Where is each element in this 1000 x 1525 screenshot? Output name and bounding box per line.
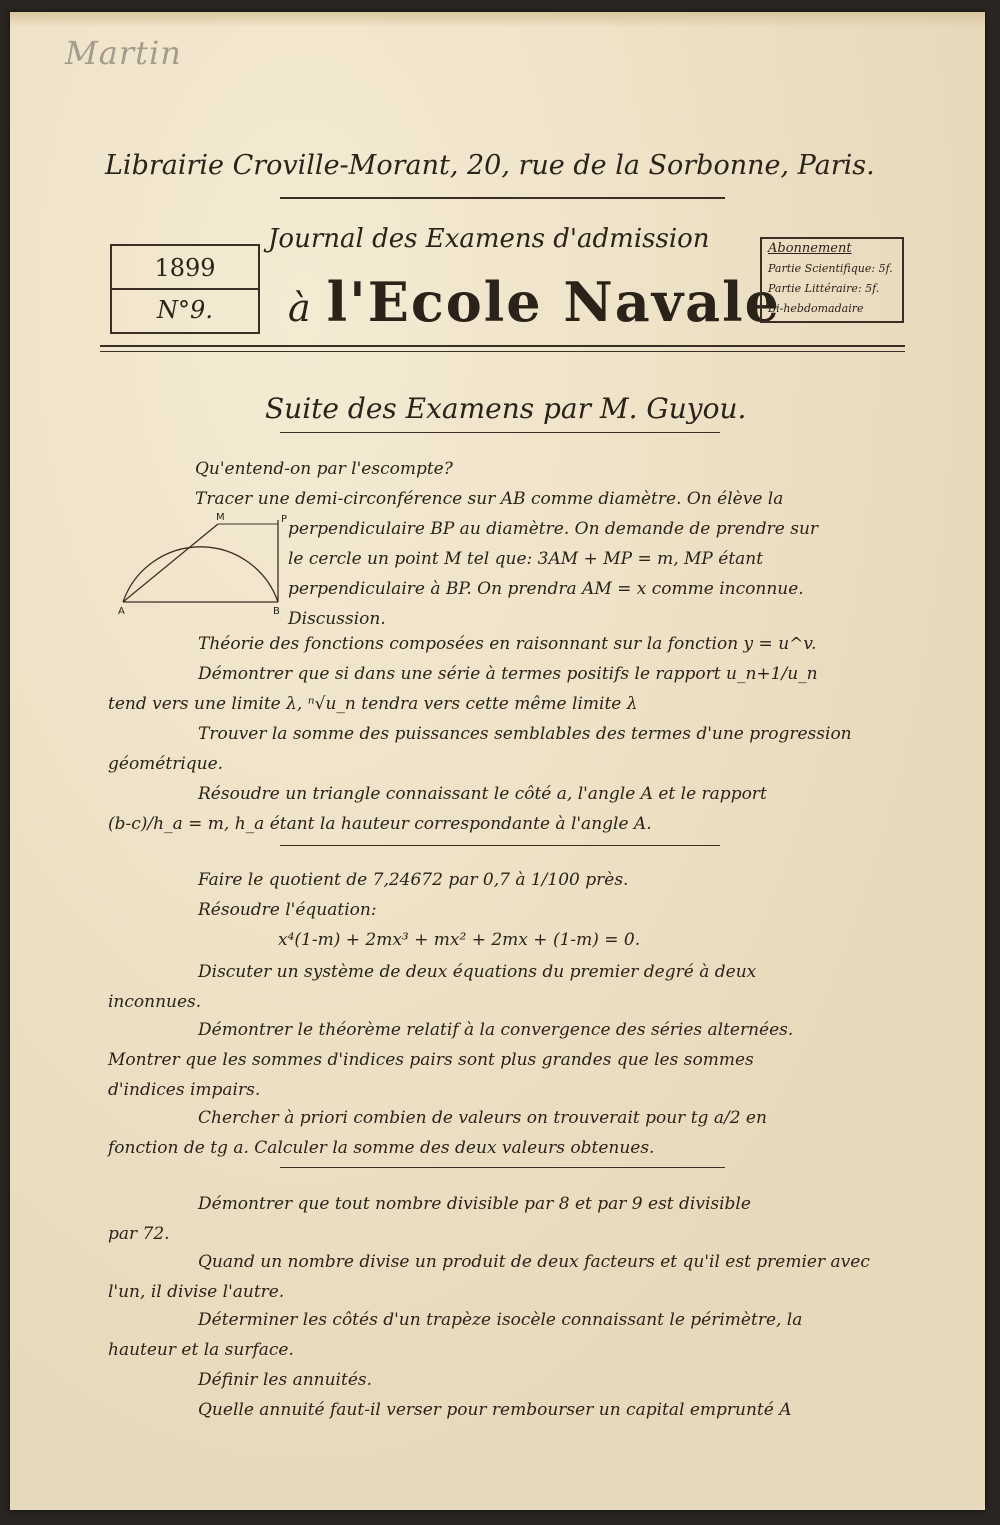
- text-line: inconnues.: [108, 992, 202, 1012]
- semicircle-figure: [118, 512, 298, 617]
- text-line: l'un, il divise l'autre.: [108, 1282, 285, 1302]
- text-line: Discuter un système de deux équations du premier degré à deux: [198, 962, 757, 982]
- header-rule-top: [280, 197, 725, 199]
- text-line: perpendiculaire à BP. On prendra AM = x comme inconnue.: [288, 579, 804, 599]
- text-line: tend vers une limite λ, ⁿ√u_n tendra vers cette même limite λ: [108, 694, 638, 714]
- text-line: par 72.: [108, 1224, 170, 1244]
- text-line: Démontrer le théorème relatif à la convergence des séries alternées.: [198, 1020, 794, 1040]
- document-page: [10, 12, 985, 1510]
- text-line: Tracer une demi-circonférence sur AB comme diamètre. On élève la: [195, 489, 784, 509]
- segment-am: [123, 524, 218, 602]
- text-line: le cercle un point M tel que: 3AM + MP = m, MP étant: [288, 549, 764, 569]
- text-line: Quand un nombre divise un produit de deux facteurs et qu'il est premier avec: [198, 1252, 870, 1272]
- text-line: (b-c)/h_a = m, h_a étant la hauteur correspondante à l'angle A.: [108, 814, 652, 834]
- text-line: Théorie des fonctions composées en raisonnant sur la fonction y = u^v.: [198, 634, 817, 654]
- subtitle-underline: [280, 432, 720, 433]
- text-line: Déterminer les côtés d'un trapèze isocèle connaissant le périmètre, la: [198, 1310, 803, 1330]
- issue-number: N°9.: [157, 296, 213, 324]
- semicircle-arc: [123, 547, 278, 602]
- text-line: Discussion.: [288, 609, 386, 629]
- header-rule-double-1: [100, 345, 905, 347]
- text-line: Chercher à priori combien de valeurs on trouverait pour tg a/2 en: [198, 1108, 767, 1128]
- label-a: A: [118, 606, 125, 617]
- text-line: Trouver la somme des puissances semblables des termes d'une progression: [198, 724, 852, 744]
- text-line: fonction de tg a. Calculer la somme des deux valeurs obtenues.: [108, 1138, 655, 1158]
- section-divider: [280, 1167, 725, 1168]
- text-line: Démontrer que tout nombre divisible par 8 et par 9 est divisible: [198, 1194, 751, 1214]
- subscription-box: [760, 237, 904, 323]
- journal-title: Journal des Examens d'admission: [268, 224, 710, 254]
- text-line: Définir les annuités.: [198, 1370, 373, 1390]
- school-prefix: à: [288, 286, 313, 330]
- text-line: perpendiculaire BP au diamètre. On demande de prendre sur: [288, 519, 819, 539]
- label-p: P: [281, 514, 288, 525]
- page-edge: [10, 12, 985, 28]
- text-line: Résoudre un triangle connaissant le côté a, l'angle A et le rapport: [198, 784, 767, 804]
- section-divider: [280, 845, 720, 846]
- subscription-line: Bi-hebdomadaire: [768, 302, 864, 315]
- subscription-line: Partie Littéraire: 5f.: [768, 282, 880, 295]
- text-line: Faire le quotient de 7,24672 par 0,7 à 1/100 près.: [198, 870, 629, 890]
- text-line: d'indices impairs.: [108, 1080, 261, 1100]
- header-rule-double-2: [100, 351, 905, 352]
- issue-box: [110, 244, 260, 334]
- text-line: Démontrer que si dans une série à termes positifs le rapport u_n+1/u_n: [198, 664, 818, 684]
- text-line: x⁴(1-m) + 2mx³ + mx² + 2mx + (1-m) = 0.: [278, 930, 641, 950]
- issue-year: 1899: [112, 248, 258, 290]
- text-line: Quelle annuité faut-il verser pour rembourser un capital emprunté A: [198, 1400, 792, 1420]
- pencil-note: Martin: [65, 34, 182, 72]
- publisher-line: Librairie Croville-Morant, 20, rue de la Sorbonne, Paris.: [105, 150, 875, 181]
- subscription-line: Partie Scientifique: 5f.: [768, 262, 893, 275]
- section-subtitle: Suite des Examens par M. Guyou.: [265, 392, 747, 425]
- school-title: [288, 270, 781, 334]
- text-line: géométrique.: [108, 754, 224, 774]
- subscription-title: Abonnement: [768, 241, 852, 256]
- label-b: B: [273, 606, 280, 617]
- label-m: M: [216, 512, 225, 523]
- text-line: Résoudre l'équation:: [198, 900, 377, 920]
- school-name: l'Ecole Navale: [326, 270, 782, 334]
- text-line: Montrer que les sommes d'indices pairs sont plus grandes que les sommes: [108, 1050, 754, 1070]
- text-line: hauteur et la surface.: [108, 1340, 294, 1360]
- text-line: Qu'entend-on par l'escompte?: [195, 459, 453, 479]
